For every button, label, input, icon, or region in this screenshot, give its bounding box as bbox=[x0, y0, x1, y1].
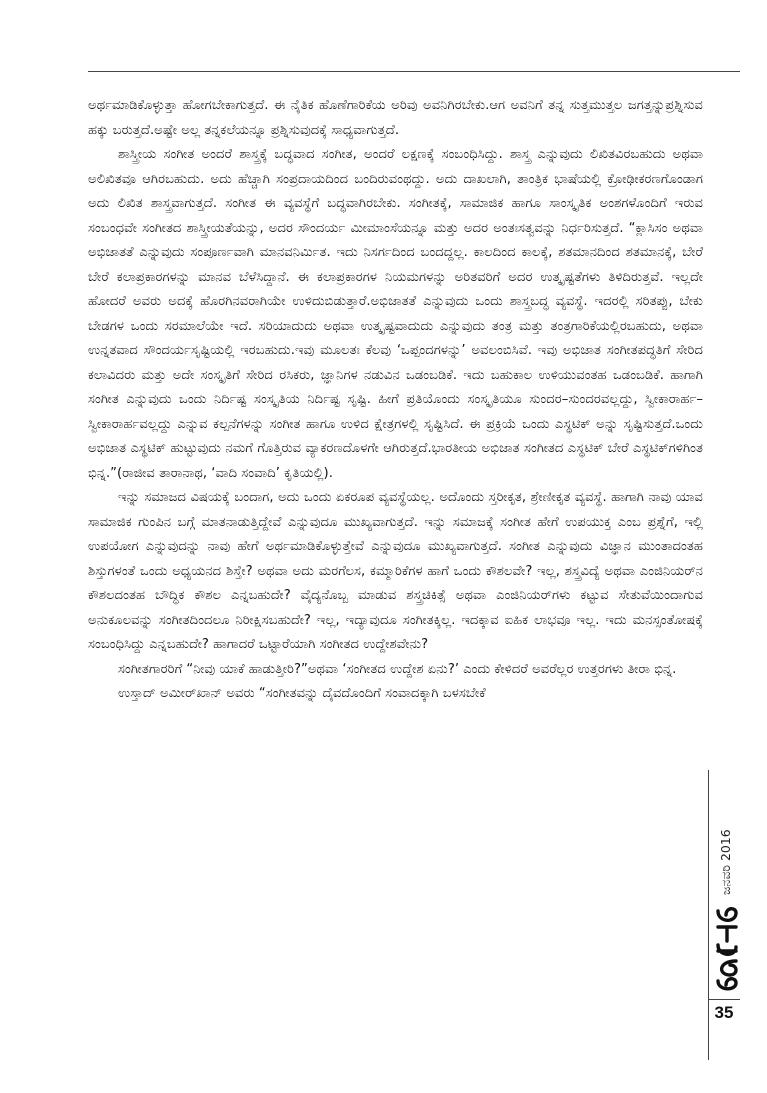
issue-date: ಜನವರಿ 2016 bbox=[718, 829, 733, 895]
paragraph-3: ಇನ್ನು ಸಮಾಜದ ವಿಷಯಕ್ಕೆ ಬಂದಾಗ, ಅದು ಒಂದು ಏಕರೂಪ ವ್ಯವಸ್ಥೆಯಲ್ಲ. ಅದೊಂದು ಸ್ತರೀಕೃತ, ಶ್ರೇಣೀಕೃತ ವ್ಯವಸ್ಥೆ. ಹಾಗಾಗಿ ನಾವು ಯಾವ ಸಾಮಾಜಿಕ ಗುಂಪಿನ ಬಗ್ಗೆ ಮಾತನಾಡುತ್ತಿದ್ದೇವೆ ಎನ್ನುವುದೂ ಮುಖ್ಯವಾಗುತ್ತದೆ. ಇನ್ನು ಸಮಾಜಕ್ಕೆ ಸಂಗೀತ ಹೇಗೆ ಉಪಯುಕ್ತ ಎಂಬ ಪ್ರಶ್ನೆಗೆ, ಇಲ್ಲಿ ಉಪಯೋಗ ಎನ್ನುವುದನ್ನು ನಾವು ಹೇಗೆ ಅರ್ಥಮಾಡಿಕೊಳ್ಳುತ್ತೇವೆ ಎನ್ನುವುದೂ ಮುಖ್ಯವಾಗುತ್ತದೆ. ಸಂಗೀತ ಎನ್ನುವುದು ವಿಜ್ಞಾನ ಮುಂತಾದಂತಹ ಶಿಸ್ತುಗಳಂತೆ ಒಂದು ಅಧ್ಯಯನದ ಶಿಸ್ತೇ? ಅಥವಾ ಅದು ಮರಗೆಲಸ, ಕಮ್ಮಾರಿಕೆಗಳ ಹಾಗೆ ಒಂದು ಕೌಶಲವೇ? ಇಲ್ಲ, ಶಸ್ತ್ರವಿದ್ಯೆ ಅಥವಾ ಎಂಜಿನಿಯರ್‌ನ ಕೌಶಲದಂತಹ ಬೌದ್ಧಿಕ ಕೌಶಲ ಎನ್ನಬಹುದೇ? ವೈದ್ಯನೊಬ್ಬ ಮಾಡುವ ಶಸ್ತ್ರಚಿಕಿತ್ಸೆ ಅಥವಾ ಎಂಜಿನಿಯರ್‌ಗಳು ಕಟ್ಟುವ ಸೇತುವೆಯಿಂದಾಗುವ ಅನುಕೂಲವನ್ನು ಸಂಗೀತದಿಂದಲೂ ನಿರೀಕ್ಷಿಸಬಹುದೇ? ಇಲ್ಲ, ಇದ್ಯಾವುದೂ ಸಂಗೀತಕ್ಕಿಲ್ಲ. ಇದಕ್ಕಾವ ಐಹಿಕ ಲಾಭವೂ ಇಲ್ಲ. ಇದು ಮನಸ್ಸಂತೋಷಕ್ಕೆ ಸಂಬಂಧಿಸಿದ್ದು ಎನ್ನಬಹುದೇ? ಹಾಗಾದರೆ ಒಟ್ಟಾರೆಯಾಗಿ ಸಂಗೀತದ ಉದ್ದೇಶವೇನು? bbox=[88, 490, 703, 652]
paragraph-5: ಉಸ್ತಾದ್ ಅಮೀರ್‌ಖಾನ್ ಅವರು “ಸಂಗೀತವನ್ನು ದೈವದೊಂದಿಗೆ ಸಂವಾದಕ್ಕಾಗಿ ಬಳಸಬೇಕೆ bbox=[118, 686, 486, 701]
paragraph-1: ಅರ್ಥಮಾಡಿಕೊಳ್ಳುತ್ತಾ ಹೋಗಬೇಕಾಗುತ್ತದೆ. ಈ ನೈತಿಕ ಹೊಣೆಗಾರಿಕೆಯ ಅರಿವು ಅವನಿಗಿರಬೇಕು.ಆಗ ಅವನಿಗೆ ತನ್ನ ಸುತ್ತಮುತ್ತಲ ಜಗತ್ತನ್ನುಪ್ರಶ್ನಿಸುವ ಹಕ್ಕು ಬರುತ್ತದೆ.ಅಷ್ಟೇ ಅಲ್ಲ ತನ್ನಕಲೆಯನ್ನೂ ಪ್ರಶ್ನಿಸುವುದಕ್ಕೆ ಸಾಧ್ಯವಾಗುತ್ತದೆ. bbox=[88, 98, 703, 138]
top-rule bbox=[88, 71, 740, 72]
paragraph-2: ಶಾಸ್ತ್ರೀಯ ಸಂಗೀತ ಅಂದರೆ ಶಾಸ್ತ್ರಕ್ಕೆ ಬದ್ಧವಾದ ಸಂಗೀತ, ಅಂದರೆ ಲಕ್ಷಣಕ್ಕೆ ಸಂಬಂಧಿಸಿದ್ದು. ಶಾಸ್ತ್ರ ಎನ್ನುವುದು ಲಿಖಿತವಿರಬಹುದು ಅಥವಾ ಅಲಿಖಿತವೂ ಆಗಿರಬಹುದು. ಅದು ಹೆಚ್ಚಾಗಿ ಸಂಪ್ರದಾಯದಿಂದ ಬಂದಿರುವಂಥದ್ದು. ಅದು ದಾಖಲಾಗಿ, ತಾಂತ್ರಿಕ ಭಾಷೆಯಲ್ಲಿ ಕ್ರೋಢೀಕರಣಗೊಂಡಾಗ ಅದು ಲಿಖಿತ ಶಾಸ್ತ್ರವಾಗುತ್ತದೆ. ಸಂಗೀತ ಈ ವ್ಯವಸ್ಥೆಗೆ ಬದ್ಧವಾಗಿರಬೇಕು. ಸಂಗೀತಕ್ಕೆ, ಸಾಮಾಜಿಕ ಹಾಗೂ ಸಾಂಸ್ಕೃತಿಕ ಅಂಶಗಳೊಂದಿಗೆ ಇರುವ ಸಂಬಂಧವೇ ಸಂಗೀತದ ಶಾಸ್ತ್ರೀಯತೆಯನ್ನು, ಅದರ ಸೌಂದರ್ಯ ಮೀಮಾಂಸೆಯನ್ನೂ ಮತ್ತು ಅದರ ಅಂತಃಸತ್ವವನ್ನು ನಿರ್ಧರಿಸುತ್ತದೆ. “ಕ್ಲಾಸಿಸಂ ಅಥವಾ ಅಭಿಜಾತತೆ ಎನ್ನುವುದು ಸಂಪೂರ್ಣವಾಗಿ ಮಾನವನಿರ್ಮಿತ. ಇದು ನಿಸರ್ಗದಿಂದ ಬಂದದ್ದಲ್ಲ. ಕಾಲದಿಂದ ಕಾಲಕ್ಕೆ, ಶತಮಾನದಿಂದ ಶತಮಾನಕ್ಕೆ, ಬೇರೆ ಬೇರೆ ಕಲಾಪ್ರಕಾರಗಳನ್ನು ಮಾನವ ಬೆಳೆಸಿದ್ದಾನೆ. ಈ ಕಲಾಪ್ರಕಾರಗಳ ನಿಯಮಗಳನ್ನು ಅರಿತವರಿಗೆ ಅದರ ಉತ್ಕೃಷ್ಟತೆಗಳು ತಿಳಿದಿರುತ್ತವೆ. ಇಲ್ಲದೇ ಹೋದರೆ ಅವರು ಅದಕ್ಕೆ ಹೊರಗಿನವರಾಗಿಯೇ ಉಳಿದುಬಿಡುತ್ತಾರೆ.ಅಭಿಜಾತತೆ ಎನ್ನುವುದು ಒಂದು ಶಾಸ್ತ್ರಬದ್ಧ ವ್ಯವಸ್ಥೆ. ಇದರಲ್ಲಿ ಸರಿತಪ್ಪು, ಬೇಕು ಬೇಡಗಳ ಒಂದು ಸರಮಾಲೆಯೇ ಇದೆ. ಸರಿಯಾದುದು ಅಥವಾ ಉತ್ಕೃಷ್ಟವಾದುದು ಎನ್ನುವುದು ತಂತ್ರ ಮತ್ತು ತಂತ್ರಗಾರಿಕೆಯಲ್ಲಿರಬಹುದು, ಅಥವಾ ಉನ್ನತವಾದ ಸೌಂದರ್ಯಸೃಷ್ಟಿಯಲ್ಲಿ ಇರಬಹುದು.ಇವು ಮೂಲತಃ ಕೆಲವು ‘ಒಪ್ಪಂದಗಳನ್ನು’ ಅವಲಂಬಿಸಿವೆ. ಇವು ಅಭಿಜಾತ ಸಂಗೀತಪದ್ಧತಿಗೆ ಸೇರಿದ ಕಲಾವಿದರು ಮತ್ತು ಅದೇ ಸಂಸ್ಕೃತಿಗೆ ಸೇರಿದ ರಸಿಕರು, ಜ್ಞಾನಿಗಳ ನಡುವಿನ ಒಡಂಬಡಿಕೆ. ಇದು ಬಹುಕಾಲ ಉಳಿಯುವಂತಹ ಒಡಂಬಡಿಕೆ. ಹಾಗಾಗಿ ಸಂಗೀತ ಎನ್ನುವುದು ಒಂದು ನಿರ್ದಿಷ್ಟ ಸಂಸ್ಕೃತಿಯ ನಿರ್ದಿಷ್ಟ ಸೃಷ್ಟಿ. ಹೀಗೆ ಪ್ರತಿಯೊಂದು ಸಂಸ್ಕೃತಿಯೂ ಸುಂದರ–ಸುಂದರವಲ್ಲದ್ದು, ಸ್ವೀಕಾರಾರ್ಹ– ಸ್ವೀಕಾರಾರ್ಹವಲ್ಲದ್ದು ಎನ್ನುವ ಕಲ್ಪನೆಗಳನ್ನು ಸಂಗೀತ ಹಾಗೂ ಉಳಿದ ಕ್ಷೇತ್ರಗಳಲ್ಲಿ ಸೃಷ್ಟಿಸಿದೆ. ಈ ಪ್ರಕ್ರಿಯೆ ಒಂದು ಎಸ್ಥಟಿಕ್ ಅನ್ನು ಸೃಷ್ಟಿಸುತ್ತದೆ.ಒಂದು ಅಭಿಜಾತ ಎಸ್ಥಟಿಕ್ ಹುಟ್ಟುವುದು ನಮಗೆ ಗೊತ್ತಿರುವ ವ್ಯಾಕರಣದೊಳಗೇ ಆಗಿರುತ್ತದೆ.ಭಾರತೀಯ ಅಭಿಜಾತ ಸಂಗೀತದ ಎಸ್ಥಟಿಕ್ ಬೇರೆ ಎಸ್ಥಟಿಕ್‌ಗಳಿಗಿಂತ ಭಿನ್ನ.”(ರಾಜೀವ ತಾರಾನಾಥ, ‘ವಾದಿ ಸಂವಾದಿ’ ಕೃತಿಯಲ್ಲಿ). bbox=[88, 147, 703, 481]
magazine-logo bbox=[712, 905, 742, 993]
paragraph-4: ಸಂಗೀತಗಾರರಿಗೆ “ನೀವು ಯಾಕೆ ಹಾಡುತ್ತೀರಿ?”ಅಥವಾ ‘ಸಂಗೀತದ ಉದ್ದೇಶ ಏನು?’ ಎಂದು ಕೇಳಿದರೆ ಅವರೆಲ್ಲರ ಉತ್ತರಗಳು ತೀರಾ ಭಿನ್ನ. bbox=[118, 661, 677, 677]
page-number: 35 bbox=[714, 1003, 734, 1022]
article-body bbox=[88, 94, 703, 707]
bottom-rule bbox=[708, 999, 740, 1000]
